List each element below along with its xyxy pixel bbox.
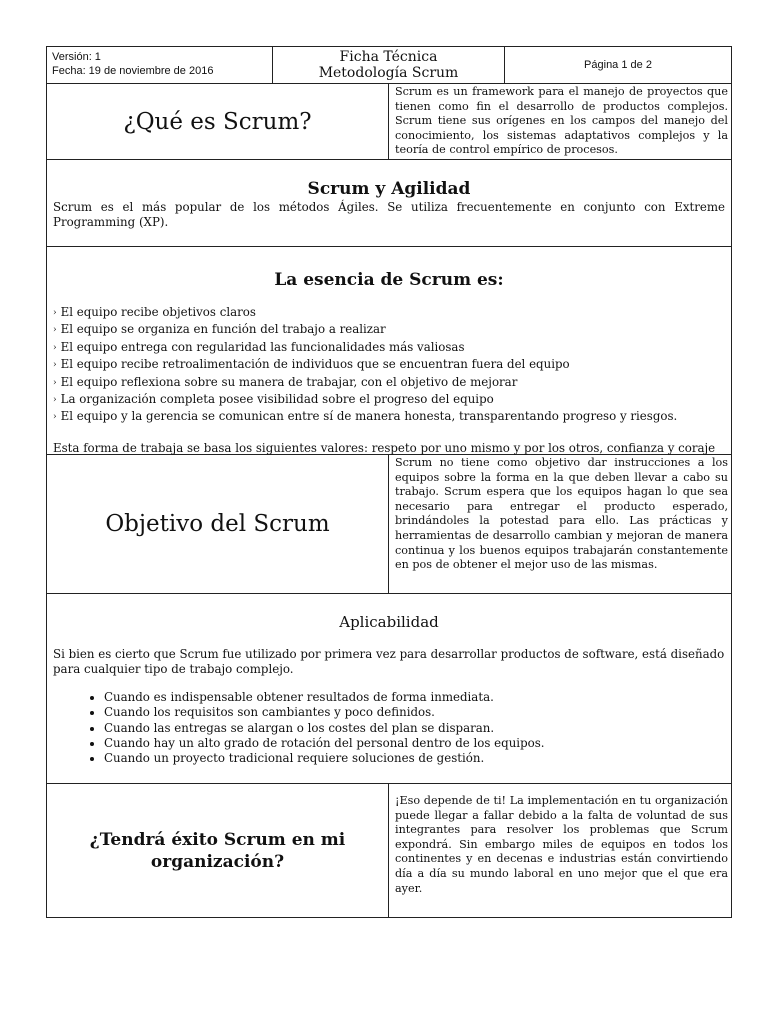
que-es-scrum-row [47,84,731,160]
list-item: › El equipo recibe retroalimentación de individuos que se encuentran fuera del equipo [53,357,725,374]
que-es-text: Scrum es un framework para el manejo de proyectos que tienen como fin el desarrollo de productos complejos. Scrum tiene sus orígenes en los campos del manejo del conocimiento, los sistemas adaptativos complejos y la teoría de control empírico de procesos. [395,85,728,157]
exito-row [47,784,731,917]
list-item: › El equipo recibe objetivos claros [53,305,725,322]
date-label: Fecha: 19 de noviembre de 2016 [52,65,214,77]
agilidad-section [47,160,731,247]
list-item: › El equipo entrega con regularidad las funcionalidades más valiosas [53,340,725,357]
que-es-title: ¿Qué es Scrum? [47,84,389,159]
aplicabilidad-section [47,594,731,784]
aplicabilidad-heading: Aplicabilidad [339,613,439,631]
aplicabilidad-intro: Si bien es cierto que Scrum fue utilizado por primera vez para desarrollar productos de software, está diseñado para cualquier tipo de trabajo complejo. [53,647,725,677]
esencia-heading: La esencia de Scrum es: [274,270,504,290]
document-title [273,47,505,83]
list-item: › El equipo reflexiona sobre su manera de trabajar, con el objetivo de mejorar [53,375,725,392]
list-item: • Cuando los requisitos son cambiantes y poco definidos. [104,705,725,720]
title-line-2: Metodología Scrum [318,65,459,81]
objetivo-text: Scrum no tiene como objetivo dar instrucciones a los equipos sobre la forma en la que deben llevar a cabo su trabajo. Scrum espera que los equipos hagan lo que sea necesario para entregar el producto esperado, brindándoles la potestad para ello. Las prácticas y herramientas de desarrollo cambian y mejoran de manera continua y los buenos equipos trabajarán constantemente en pos de obtener el mejor uso de las mismas. [395,456,728,572]
list-item: • Cuando las entregas se alargan o los costes del plan se disparan. [104,721,725,736]
esencia-list [53,305,725,427]
aplicabilidad-list [53,690,725,767]
agilidad-heading: Scrum y Agilidad [307,179,471,199]
list-item: • Cuando hay un alto grado de rotación del personal dentro de los equipos. [104,736,725,751]
list-item: • Cuando un proyecto tradicional requiere soluciones de gestión. [104,751,725,766]
header-row [47,47,731,84]
page-number: Página 1 de 2 [584,59,652,71]
exito-text: ¡Eso depende de ti! La implementación en tu organización puede llegar a fallar debido a la falta de voluntad de sus integrantes para resolver los problemas que Scrum expondrá. Sin embargo miles de equipos en todos los continentes y en decenas e industrias están convirtiendo día a día su mundo laboral en uno mejor que el que era ayer. [395,794,728,895]
list-item: • Cuando es indispensable obtener resultados de forma inmediata. [104,690,725,705]
valores-text: Esta forma de trabaja se basa los siguientes valores: respeto por uno mismo y por los otros, confianza y coraje [53,440,716,455]
list-item: › El equipo se organiza en función del trabajo a realizar [53,322,725,339]
version-label: Versión: 1 [52,51,101,63]
document-sheet [46,46,732,918]
esencia-section [47,247,731,455]
version-info [47,47,273,83]
list-item: › La organización completa posee visibilidad sobre el progreso del equipo [53,392,725,409]
objetivo-title: Objetivo del Scrum [47,455,389,593]
agilidad-text: Scrum es el más popular de los métodos Ágiles. Se utiliza frecuentemente en conjunto con Extreme Programming (XP). [53,200,725,229]
list-item: › El equipo y la gerencia se comunican entre sí de manera honesta, transparentando progreso y riesgos. [53,409,725,426]
title-line-1: Ficha Técnica [339,49,438,65]
objetivo-row [47,455,731,594]
exito-title: ¿Tendrá éxito Scrum en mi organización? [47,784,389,917]
